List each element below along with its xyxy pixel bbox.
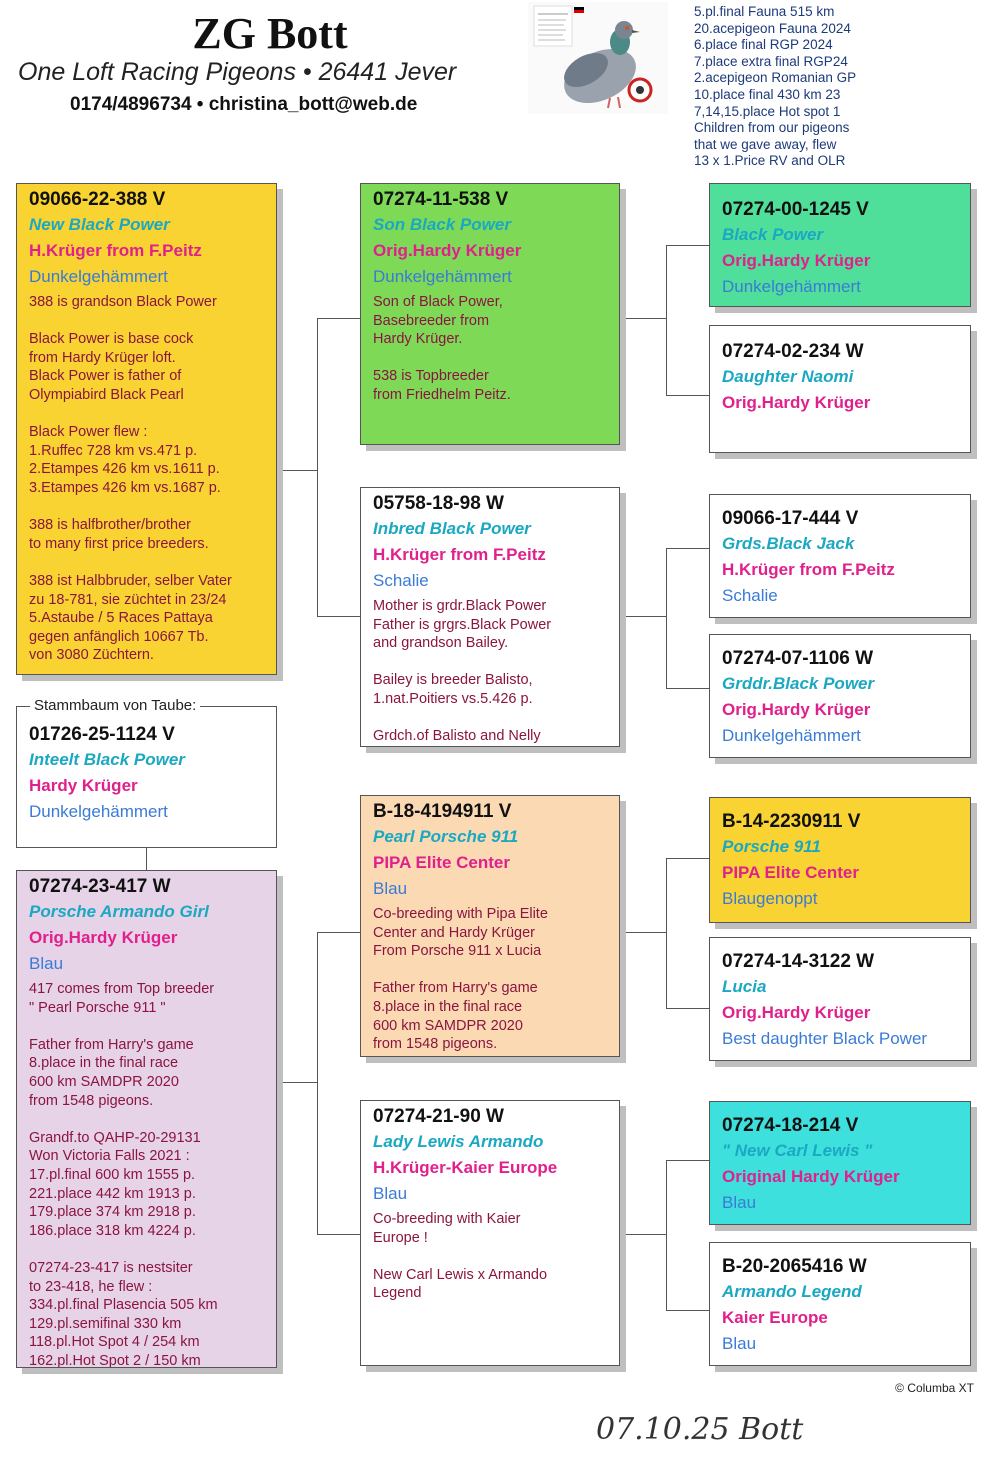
- note-line: 538 is Topbreeder: [373, 368, 489, 385]
- subject-card: [16, 706, 277, 848]
- ring-number: 09066-17-444 V: [722, 508, 859, 529]
- breeder-name: H.Krüger from F.Peitz: [373, 545, 546, 564]
- great-grandparent-card: [709, 1242, 971, 1366]
- note-line: 334.pl.final Plasencia 505 km: [29, 1297, 218, 1314]
- note-line: 186.place 318 km 4224 p.: [29, 1222, 196, 1239]
- connector-line: [317, 932, 360, 933]
- ring-number: 07274-18-214 V: [722, 1115, 859, 1136]
- note-line: 2.Etampes 426 km vs.1611 p.: [29, 461, 220, 478]
- connector-line: [620, 616, 666, 617]
- breeder-name: Hardy Krüger: [29, 776, 138, 795]
- pigeon-name: Daughter Naomi: [722, 367, 854, 386]
- software-credit: © Columba XT: [895, 1381, 974, 1395]
- connector-line: [277, 1082, 317, 1083]
- note-line: to many first price breeders.: [29, 535, 209, 552]
- ring-number: 07274-11-538 V: [373, 189, 509, 210]
- connector-line: [317, 616, 360, 617]
- note-line: 388 is grandson Black Power: [29, 294, 217, 310]
- pigeon-notes: [373, 597, 609, 746]
- grandfather-paternal-card: [360, 183, 620, 445]
- pigeon-color: Dunkelgehämmert: [29, 267, 168, 286]
- father-card: [16, 183, 277, 675]
- connector-line: [146, 848, 147, 870]
- note-line: New Carl Lewis x Armando: [373, 1266, 548, 1283]
- note-line: 118.pl.Hot Spot 4 / 254 km: [29, 1334, 200, 1351]
- pigeon-name: Grds.Black Jack: [722, 534, 855, 553]
- pigeon-name: New Black Power: [29, 215, 170, 234]
- note-line: and grandson Bailey.: [373, 635, 509, 652]
- connector-line: [666, 1008, 709, 1009]
- note-line: Olympiabird Black Pearl: [29, 386, 184, 403]
- note-line: 129.pl.semifinal 330 km: [29, 1315, 182, 1332]
- pigeon-name: Inbred Black Power: [373, 519, 531, 538]
- pigeon-notes: [29, 293, 266, 665]
- breeder-name: Orig.Hardy Krüger: [722, 700, 871, 719]
- note-line: [29, 1017, 266, 1036]
- breeder-title: ZG Bott: [192, 9, 348, 58]
- pigeon-illustration-icon: [528, 2, 668, 114]
- grandmother-maternal-card: [360, 1100, 620, 1366]
- connector-line: [317, 318, 318, 616]
- note-line: 179.place 374 km 2918 p.: [29, 1204, 196, 1221]
- pigeon-color: Schalie: [373, 571, 429, 590]
- note-line: Co-breeding with Pipa Elite: [373, 906, 548, 922]
- connector-line: [666, 688, 709, 689]
- note-line: Grdch.of Balisto and Nelly: [373, 728, 541, 745]
- connector-line: [317, 1234, 360, 1235]
- note-line: gegen anfänglich 10667 Tb.: [29, 628, 209, 645]
- pigeon-color: Dunkelgehämmert: [373, 267, 512, 286]
- note-line: Father from Harry's game: [29, 1036, 194, 1053]
- breeder-name: H.Krüger from F.Peitz: [29, 241, 202, 260]
- note-line: 417 comes from Top breeder: [29, 981, 215, 997]
- breeder-name: Kaier Europe: [722, 1308, 828, 1327]
- result-line: 13 x 1.Price RV and OLR: [694, 153, 846, 169]
- pigeon-notes: [29, 980, 266, 1368]
- note-line: Black Power is base cock: [29, 331, 194, 348]
- result-line: 5.pl.final Fauna 515 km: [694, 4, 835, 19]
- pigeon-color: Schalie: [722, 586, 778, 605]
- note-line: 1.nat.Poitiers vs.5.426 p.: [373, 690, 533, 707]
- note-line: Hardy Krüger.: [373, 331, 463, 348]
- grandmother-paternal-card: [360, 487, 620, 747]
- note-line: Basebreeder from: [373, 312, 490, 329]
- note-line: 388 is halfbrother/brother: [29, 517, 192, 534]
- great-grandparent-card: [709, 325, 971, 453]
- result-line: Children from our pigeons: [694, 120, 850, 136]
- great-grandparent-card: [709, 494, 971, 618]
- note-line: Grandf.to QAHP-20-29131: [29, 1129, 201, 1146]
- result-line: 7.place extra final RGP24: [694, 53, 848, 69]
- connector-line: [620, 318, 666, 319]
- ring-number: 07274-00-1245 V: [722, 199, 869, 220]
- note-line: from 1548 pigeons.: [373, 1036, 498, 1053]
- pigeon-name: Son Black Power: [373, 215, 511, 234]
- connector-line: [666, 548, 667, 688]
- note-line: From Porsche 911 x Lucia: [373, 943, 542, 960]
- note-line: [29, 1240, 266, 1259]
- pigeon-name: Porsche 911: [722, 837, 821, 856]
- ring-number: 07274-14-3122 W: [722, 951, 875, 972]
- note-line: 162.pl.Hot Spot 2 / 150 km: [29, 1352, 201, 1368]
- pigeon-name: Lady Lewis Armando: [373, 1132, 544, 1151]
- great-grandparent-card: [709, 183, 971, 307]
- note-line: Bailey is breeder Balisto,: [373, 672, 533, 689]
- ring-number: 05758-18-98 W: [373, 493, 504, 514]
- breeder-name: H.Krüger-Kaier Europe: [373, 1158, 558, 1177]
- pigeon-name: Pearl Porsche 911: [373, 827, 519, 846]
- pigeon-notes: [373, 905, 609, 1054]
- result-line: 2.acepigeon Romanian GP: [694, 70, 857, 86]
- ring-number: 07274-21-90 W: [373, 1106, 504, 1127]
- note-line: 5.Astaube / 5 Races Pattaya: [29, 610, 213, 627]
- breeder-contact: 0174/4896734 • christina_bott@web.de: [70, 94, 418, 115]
- connector-line: [666, 1160, 709, 1161]
- result-line: 10.place final 430 km 23: [694, 86, 841, 102]
- ring-number: 07274-07-1106 W: [722, 648, 874, 669]
- pigeon-color: Blau: [722, 1193, 757, 1212]
- note-line: 600 km SAMDPR 2020: [29, 1073, 179, 1090]
- result-line: 20.acepigeon Fauna 2024: [694, 20, 851, 36]
- connector-line: [666, 245, 667, 395]
- note-line: Mother is grdr.Black Power: [373, 598, 547, 614]
- pigeon-name: Porsche Armando Girl: [29, 902, 209, 921]
- pigeon-color: Best daughter Black Power: [722, 1029, 928, 1048]
- note-line: 8.place in the final race: [29, 1055, 179, 1072]
- note-line: Black Power is father of: [29, 368, 182, 385]
- breeder-subtitle: One Loft Racing Pigeons • 26441 Jever: [18, 58, 457, 86]
- ring-number: 07274-02-234 W: [722, 341, 864, 362]
- result-line: 7,14,15.place Hot spot 1: [694, 103, 841, 119]
- connector-line: [317, 318, 360, 319]
- breeder-name: Original Hardy Krüger: [722, 1167, 900, 1186]
- pigeon-color: Blaugenoppt: [722, 889, 818, 908]
- note-line: 221.place 442 km 1913 p.: [29, 1185, 196, 1202]
- connector-line: [666, 245, 709, 246]
- pigeon-notes: [373, 293, 609, 405]
- pigeon-photo: [528, 2, 668, 114]
- pigeon-color: Dunkelgehämmert: [722, 277, 861, 296]
- race-results: [694, 4, 994, 170]
- ring-number: 07274-23-417 W: [29, 876, 171, 897]
- breeder-name: Orig.Hardy Krüger: [722, 393, 871, 412]
- pigeon-name: Black Power: [722, 225, 824, 244]
- handwritten-signature: 07.10.25 Bott: [596, 1412, 804, 1447]
- ring-number: B-20-2065416 W: [722, 1256, 867, 1277]
- note-line: 600 km SAMDPR 2020: [373, 1017, 523, 1034]
- note-line: von 3080 Züchtern.: [29, 647, 154, 664]
- breeder-name: PIPA Elite Center: [373, 853, 510, 872]
- note-line: [373, 1247, 609, 1266]
- pigeon-color: Blau: [722, 1334, 757, 1353]
- note-line: 8.place in the final race: [373, 998, 523, 1015]
- note-line: from 1548 pigeons.: [29, 1092, 154, 1109]
- ring-number: 09066-22-388 V: [29, 189, 166, 210]
- connector-line: [317, 932, 318, 1234]
- ring-number: 01726-25-1124 V: [29, 724, 175, 745]
- note-line: [29, 553, 266, 572]
- note-line: [373, 349, 609, 368]
- great-grandparent-card: [709, 937, 971, 1061]
- note-line: Father is grgrs.Black Power: [373, 616, 552, 633]
- note-line: [29, 498, 266, 517]
- breeder-name: PIPA Elite Center: [722, 863, 859, 882]
- pigeon-name: Inteelt Black Power: [29, 750, 185, 769]
- note-line: Black Power flew :: [29, 424, 148, 441]
- pigeon-color: Blau: [373, 879, 408, 898]
- breeder-name: Orig.Hardy Krüger: [373, 241, 522, 260]
- note-line: Father from Harry's game: [373, 980, 538, 997]
- connector-line: [666, 858, 667, 1008]
- note-line: " Pearl Porsche 911 ": [29, 999, 166, 1016]
- great-grandparent-card: [709, 1101, 971, 1225]
- ring-number: B-18-4194911 V: [373, 801, 512, 822]
- note-line: [373, 653, 609, 672]
- note-line: [29, 1110, 266, 1129]
- note-line: Center and Hardy Krüger: [373, 924, 535, 941]
- note-line: [29, 312, 266, 331]
- pigeon-notes: [373, 1210, 609, 1303]
- pigeon-color: Blau: [373, 1184, 408, 1203]
- connector-line: [620, 932, 666, 933]
- note-line: 1.Ruffec 728 km vs.471 p.: [29, 442, 198, 459]
- grandfather-maternal-card: [360, 795, 620, 1057]
- pigeon-color: Blau: [29, 954, 64, 973]
- note-line: Won Victoria Falls 2021 :: [29, 1148, 190, 1165]
- note-line: Son of Black Power,: [373, 294, 503, 310]
- connector-line: [666, 858, 709, 859]
- breeder-name: Orig.Hardy Krüger: [722, 251, 871, 270]
- breeder-name: Orig.Hardy Krüger: [29, 928, 178, 947]
- note-line: [373, 961, 609, 980]
- great-grandparent-card: [709, 634, 971, 758]
- connector-line: [277, 470, 317, 471]
- note-line: from Friedhelm Peitz.: [373, 386, 511, 403]
- pigeon-name: " New Carl Lewis ": [722, 1141, 873, 1160]
- note-line: to 23-418, he flew :: [29, 1278, 153, 1295]
- connector-line: [666, 1310, 709, 1311]
- note-line: [373, 709, 609, 728]
- connector-line: [620, 1234, 666, 1235]
- note-line: from Hardy Krüger loft.: [29, 349, 176, 366]
- pigeon-name: Armando Legend: [722, 1282, 862, 1301]
- pigeon-name: Grddr.Black Power: [722, 674, 875, 693]
- pigeon-name: Lucia: [722, 977, 767, 996]
- note-line: 07274-23-417 is nestsiter: [29, 1259, 193, 1276]
- note-line: Europe !: [373, 1229, 428, 1246]
- great-grandparent-card: [709, 797, 971, 923]
- ring-number: B-14-2230911 V: [722, 811, 861, 832]
- connector-line: [666, 1160, 667, 1310]
- pigeon-color: Dunkelgehämmert: [722, 726, 861, 745]
- result-line: that we gave away, flew: [694, 136, 837, 152]
- connector-line: [666, 395, 709, 396]
- mother-card: [16, 870, 277, 1368]
- pigeon-color: Dunkelgehämmert: [29, 802, 168, 821]
- pedigree-label: Stammbaum von Taube:: [30, 697, 200, 714]
- connector-line: [666, 548, 709, 549]
- note-line: 3.Etampes 426 km vs.1687 p.: [29, 479, 221, 496]
- breeder-name: Orig.Hardy Krüger: [722, 1003, 871, 1022]
- note-line: Legend: [373, 1285, 422, 1302]
- note-line: 17.pl.final 600 km 1555 p.: [29, 1166, 196, 1183]
- note-line: [29, 405, 266, 424]
- note-line: 388 ist Halbbruder, selber Vater: [29, 572, 232, 589]
- note-line: Co-breeding with Kaier: [373, 1211, 521, 1227]
- breeder-name: H.Krüger from F.Peitz: [722, 560, 895, 579]
- note-line: zu 18-781, sie züchtet in 23/24: [29, 591, 227, 608]
- result-line: 6.place final RGP 2024: [694, 37, 833, 53]
